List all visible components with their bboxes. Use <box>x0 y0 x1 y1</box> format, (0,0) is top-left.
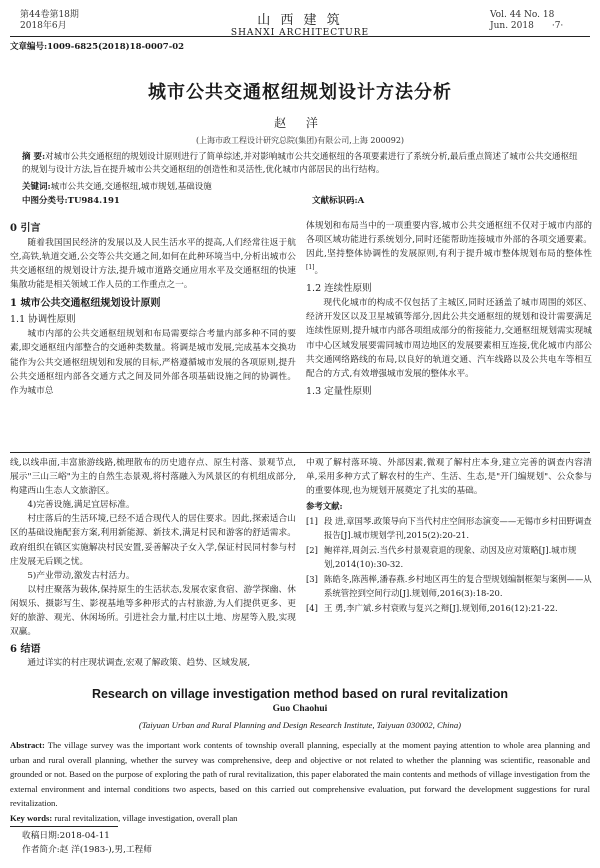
english-abstract <box>10 738 590 811</box>
item-4-paragraph: 村庄落后的生活环境,已经不适合现代人的居住要求。因此,探索适合山区的基础设施配套方案,利用新能源、新技术,满足村民和游客的舒适需求。政府组织在镇区实施解决村民安置,妥善解决子女入学,保证村民同村参与村庄发展无后顾之忧。 <box>10 514 296 567</box>
journal-name-cn: 山 西 建 筑 <box>257 13 343 28</box>
reference-number: [2] <box>306 544 318 555</box>
middle-rule <box>10 452 590 453</box>
article-number: 文章编号:1009-6825(2018)18-0007-02 <box>10 42 185 52</box>
author-bio: 作者简介:赵 洋(1983-),男,工程师 <box>22 845 152 855</box>
reference-text: 鲍祥祥,周剑云.当代乡村景观衰退的现象、动因及应对策略[J].城市规划,2014(10):30-32. <box>324 544 577 570</box>
english-keywords-label: Key words: <box>10 813 53 823</box>
english-abstract-text: The village survey was the important work contents of township overall planning, especially at the moment paying attention to whole area planning and urban and rural overall planning, whether the survey was comprehensive, deep and objective or not related to whether the planning was scientific, reasonable and grounded or not. Based on the purpose of exploring the path of rural revitalization, this paper elaborated the main contents and methods of village investigation from the external environment and internal conditions two aspects, based on this carried out comprehensive evaluation, put forward the development suggestions for rural revitalization. <box>10 740 590 808</box>
lower-right-column <box>306 456 592 615</box>
references-title: 参考文献: <box>306 501 343 512</box>
section-1-2-paragraph: 现代化城市的构成不仅包括了主城区,同时还涵盖了城市周围的郊区、经济开发区以及卫星城镇等部分,因此公共交通枢纽的规划和设计需要满足连续性原则,提升城市内部各项组成部分的衔接能力,交通枢纽规划需实现城市中心区域发展要需同城市周边地区的发展要素相互连接,优化城市内部公共交通网络路线的布局,以良好的轨道交通、汽车线路以及公共电车等相互配合的方式,有效增强城市发展的整体水平。 <box>306 298 592 379</box>
lower-left-column <box>10 456 296 670</box>
issue-date: 2018年6月 <box>20 21 67 31</box>
section-1-1-title: 1.1 协调性原则 <box>10 314 76 326</box>
english-keywords-text: rural revitalization, village investigation, overall plan <box>54 813 238 823</box>
clc-number: 中图分类号:TU984.191 <box>22 196 120 206</box>
section-1-1-paragraph: 城市内部的公共交通枢纽规划和布局需要综合考量内部多种不同的要素,即交通枢纽内部整合的交通种类数量。将调是城市发展,完成基本交换功能作为公共交通枢纽规划和发展的目标,严格遵循城市发展的各项原则,提升公共交通枢纽内部各交通方式之间及同外部各项基础设施之间的协调性。作为城市总 <box>10 329 296 396</box>
upper-left-column <box>10 219 296 398</box>
section-1-3-title: 1.3 定量性原则 <box>306 385 372 397</box>
paper-title: 城市公共交通枢纽规划设计方法分析 <box>148 82 452 103</box>
section-1-2-title: 1.2 连续性原则 <box>306 283 372 295</box>
page-number: ·7· <box>551 21 564 31</box>
continued-paragraph: 体规划和布局当中的一项重要内容,城市公共交通枢纽不仅对于城市内部的各项区域功能进行系统划分,同时还能帮助连接城市外部的各项交通要素。因此,坚持整体协调性的发展原则,有利于提升城市整体规划布局的整体性[1]。 <box>306 221 592 277</box>
reference-text: 段 进,章国琴.政策导向下当代村庄空间形态演变——无锡市乡村田野调查报告[J].城市规划学刊,2015(2):20-21. <box>324 515 592 541</box>
reference-item <box>306 601 592 616</box>
english-title: Research on village investigation method based on rural revitalization <box>91 687 509 701</box>
reference-item <box>306 543 592 572</box>
english-abstract-label: Abstract: <box>10 740 45 750</box>
section-6-title: 6 结语 <box>10 644 41 656</box>
item-5-paragraph: 以村庄聚落为载体,保持原生的生活状态,发展农家食宿、游学探幽、休闲娱乐、摄影写生、影视基地等多种形式的古村旅游,为人们提供更多、更好的旅游、观光、休闲场所。引进社会力量,村庄以土地、房屋等入股,实现双赢。 <box>10 584 296 638</box>
footnote <box>22 829 152 857</box>
english-author: Guo Chaohui <box>272 704 328 714</box>
issue-date-en: Jun. 2018 ·7· <box>490 21 564 31</box>
document-code: 文献标识码:A <box>312 196 365 206</box>
upper-right-column <box>306 219 592 397</box>
received-date: 收稿日期:2018-04-11 <box>22 831 110 841</box>
reference-list <box>306 514 592 616</box>
paper-affiliation: (上海市政工程设计研究总院(集团)有限公司,上海 200092) <box>195 136 405 145</box>
keywords-label: 关键词: <box>22 182 51 192</box>
lower-paragraph-1: 线,以线串面,丰富旅游线路,梳理散布的历史遗存点、原生村落、景观节点,展示"三山三峪"为主的自然生态景观,将村落融入为风景区的有机组成部分,构建西山生态人文旅游区。 <box>10 458 296 497</box>
journal-issue <box>20 10 79 32</box>
english-affiliation: (Taiyuan Urban and Rural Planning and Design Research Institute, Taiyuan 030002, China) <box>138 720 462 730</box>
lower-right-paragraph: 中观了解村落环境、外部因素,微观了解村庄本身,建立完善的调查内容清单,采用多种方式了解农村的生产、生活、生态,是"开门编规划"、公众参与的重要体现,也为规划开展奠定了扎实的基础。 <box>306 458 592 497</box>
issue-volume: 第44卷第18期 <box>20 10 79 20</box>
abstract-block <box>22 151 582 177</box>
journal-issue-en <box>490 10 563 32</box>
english-keywords <box>10 811 590 826</box>
section-6-paragraph: 通过详实的村庄现状调查,宏观了解政策、趋势、区域发展, <box>27 658 251 669</box>
abstract-label: 摘 要: <box>22 152 46 162</box>
keywords-text: 城市公共交通,交通枢纽,城市规划,基础设施 <box>50 182 212 192</box>
journal-title <box>200 9 400 38</box>
section-1-title: 1 城市公共交通枢纽规划设计原则 <box>10 298 161 310</box>
keywords-block <box>22 181 582 194</box>
item-5-title: 5)产业带动,激发古村活力。 <box>27 570 135 581</box>
reference-number: [1] <box>306 515 318 526</box>
abstract-text: 对城市公共交通枢纽的规划设计原则进行了简单综述,并对影响城市公共交通枢纽的各项要素进行了系统分析,最后重点简述了城市公共交通枢纽的规划与设计方法,旨在提升城市公共交通枢纽的创造性和灵活性,优化城市内部居民的出行结构。 <box>22 152 578 175</box>
footnote-rule <box>10 826 118 827</box>
header-rule <box>10 36 590 37</box>
reference-number: [3] <box>306 573 318 584</box>
citation-1: [1] <box>306 264 315 272</box>
issue-volume-en: Vol. 44 No. 18 <box>490 10 555 20</box>
paper-author: 赵 洋 <box>274 116 326 130</box>
item-4-title: 4)完善设施,满足宜居标准。 <box>27 500 135 511</box>
section-0-title: 0 引言 <box>10 223 41 234</box>
section-0-paragraph: 随着我国国民经济的发展以及人民生活水平的提高,人们经常往返于航空,高铁,轨道交通,公交等公共交通之间,如何在此种环境当中,分析出城市公共交通枢纽的规划设计方法,提升城市道路交通应用水平及交通枢纽的快速集散功能是相关领域工作人员的工作重点之一。 <box>10 238 296 291</box>
journal-name-en: SHANXI ARCHITECTURE <box>230 28 370 38</box>
reference-text: 王 勇,李广斌.乡村衰败与复兴之辩[J].规划师,2016(12):21-22. <box>324 602 558 613</box>
reference-item <box>306 514 592 543</box>
reference-text: 陈皓冬,陈茜榉,潘春燕.乡村地区再生的复合型规划编制框架与案例——从系统管控到空间行动[J].规划师,2016(3):18-20. <box>324 573 592 599</box>
reference-number: [4] <box>306 602 318 613</box>
reference-item <box>306 572 592 601</box>
